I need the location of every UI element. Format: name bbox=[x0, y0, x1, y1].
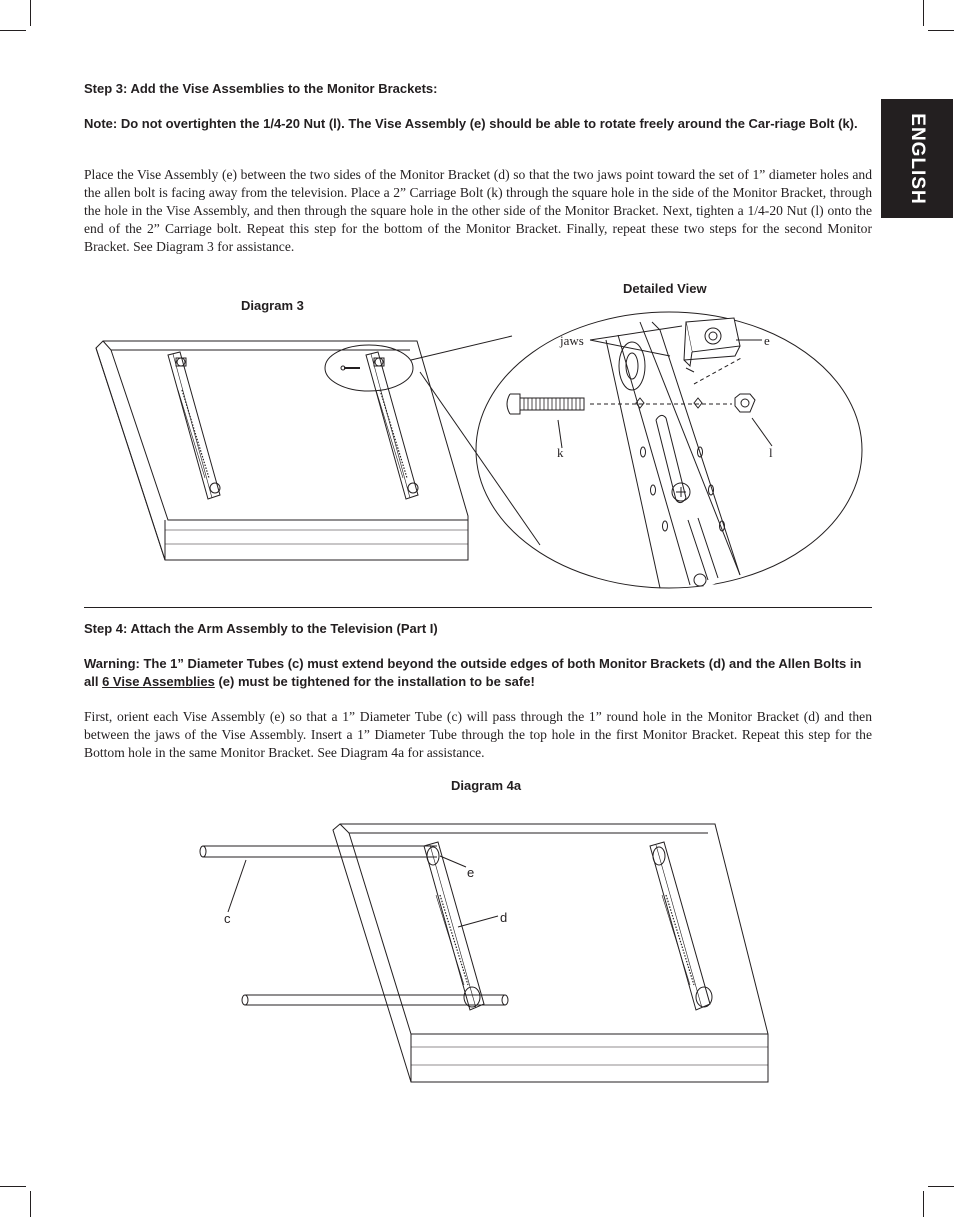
label-c: c bbox=[224, 911, 231, 926]
step3-note: Note: Do not overtighten the 1/4-20 Nut (l). The Vise Assembly (e) should be able to rotate freely around the Car-riage Bolt (k). bbox=[84, 116, 858, 131]
label-e: e bbox=[467, 865, 475, 880]
label-e-detail: e bbox=[764, 333, 770, 348]
step4-warning-pre: Warning: The 1” Diameter Tubes (c) must extend beyond the outside edges of both Monitor Brackets (d) and the Allen Bolts in all bbox=[84, 656, 862, 689]
step4-warning-underlined: 6 Vise Assemblies bbox=[102, 674, 215, 689]
step4-title: Step 4: Attach the Arm Assembly to the Television (Part I) bbox=[84, 621, 438, 636]
label-jaws: jaws bbox=[560, 333, 584, 348]
step3-body: Place the Vise Assembly (e) between the two sides of the Monitor Bracket (d) so that the two jaws point toward the set of 1” diameter holes and the allen bolt is facing away from the television. Place a 2” Carriage Bolt (k) through the square hole in the side of the Monitor Bracket, through the hole in the Vise Assembly, and then through the square hole in the other side of the Monitor Bracket. Next, tighten a 1/4-20 Nut (l) onto the end of the 2” Carriage bolt. Repeat this step for the bottom of the Monitor Bracket. Finally, repeat these two steps for the second Monitor Bracket. See Diagram 3 for assistance. bbox=[84, 167, 872, 254]
diagram4a-caption: Diagram 4a bbox=[451, 778, 522, 793]
label-k: k bbox=[557, 445, 564, 460]
label-l: l bbox=[769, 445, 773, 460]
detailed-view-caption: Detailed View bbox=[623, 281, 707, 296]
step4-warning-post: (e) must be tightened for the installation to be safe! bbox=[214, 674, 535, 689]
label-d: d bbox=[500, 910, 508, 925]
language-tab-label: ENGLISH bbox=[907, 112, 928, 205]
step3-title: Step 3: Add the Vise Assemblies to the Monitor Brackets: bbox=[84, 81, 438, 96]
step4-body: First, orient each Vise Assembly (e) so that a 1” Diameter Tube (c) will pass through the 1” round hole in the Monitor Bracket (d) and then between the jaws of the Vise Assembly. Insert a 1” Diameter Tube through the top hole in the first Monitor Bracket. Repeat this step for the Bottom hole in the same Monitor Bracket. See Diagram 4a for assistance. bbox=[84, 709, 872, 760]
diagram3-caption: Diagram 3 bbox=[241, 298, 304, 313]
